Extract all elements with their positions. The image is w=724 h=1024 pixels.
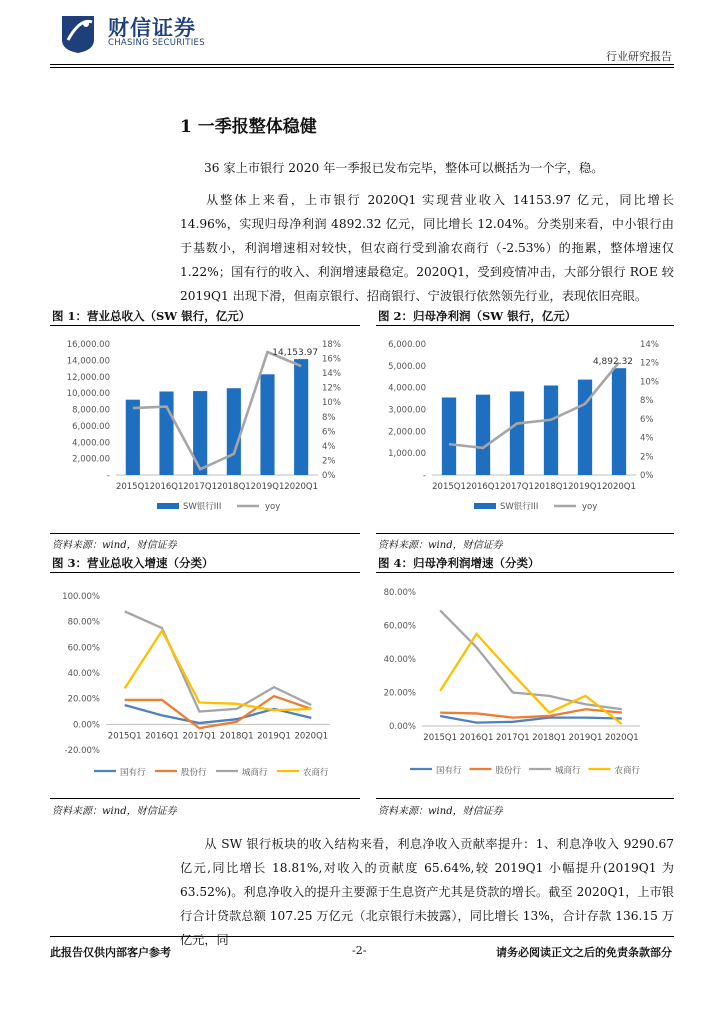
x-tick-label: 2015Q1 bbox=[107, 731, 142, 742]
x-tick-label: 2019Q1 bbox=[257, 731, 291, 742]
figure-1-source: 资料来源：wind，财信证券 bbox=[52, 540, 177, 551]
figure-1-title: 图 1：营业总收入（SW 银行，亿元） bbox=[52, 309, 251, 323]
chart-profit-growth bbox=[376, 576, 674, 788]
figure-3-title: 图 3：营业总收入增速（分类） bbox=[52, 556, 214, 570]
bar bbox=[227, 388, 241, 475]
y-tick-label: 5,000.00 bbox=[388, 361, 426, 372]
y-tick-label: 10,000.00 bbox=[66, 389, 110, 400]
x-tick-label: 2016Q1 bbox=[149, 482, 184, 492]
y-tick-label: - bbox=[422, 471, 426, 481]
y2-tick-label: 0% bbox=[640, 471, 654, 481]
paragraph-3-text: 从 SW 银行板块的收入结构来看，利息净收入贡献率提升：1、利息净收入 9290.67 亿元,同比增长 18.81%,对收入的贡献度 65.64%,较 2019Q1 小幅提升(2019Q1 为 63.52%)。利息净收入的提升主要源于生息资产尤其是贷款的增长。截至 2020Q1，上市银行合计贷款总额 107.25 万亿元（北京银行未披露），同比增长 13%，合计存款 136.15 万亿元，同 bbox=[180, 837, 674, 947]
y-tick-label: 100.00% bbox=[62, 592, 100, 602]
figure-3-top-rule bbox=[50, 572, 360, 573]
x-tick-label: 2020Q1 bbox=[284, 482, 319, 492]
yoy-line bbox=[449, 362, 619, 448]
chart-net-profit bbox=[376, 330, 674, 530]
chart-revenue bbox=[50, 330, 360, 530]
y2-tick-label: 4% bbox=[322, 441, 336, 452]
y-tick-label: 20.00% bbox=[383, 688, 416, 699]
y-tick-label: 80.00% bbox=[67, 617, 100, 628]
paragraph-2-text: 从整体上来看，上市银行 2020Q1 实现营业收入 14153.97 亿元，同比增长 14.96%，实现归母净利润 4892.32 亿元，同比增长 12.04%。分类别来看，中小银行由于基数小，利润增速相对较快，但农商行受到渝农商行（-2.53%）的拖累，整体增速仅 1.22%；国有行的收入、利润增速最稳定。2020Q1，受到疫情冲击，大部分银行 ROE 较 2019Q1 出现下滑，但南京银行、招商银行、宁波银行依然领先行业，表现依旧亮眼。 bbox=[180, 193, 674, 303]
y-tick-label: -20.00% bbox=[64, 746, 100, 756]
y-tick-label: 60.00% bbox=[383, 621, 416, 632]
y-tick-label: 0.00% bbox=[388, 722, 416, 732]
x-tick-label: 2020Q1 bbox=[294, 731, 329, 742]
x-tick-label: 2016Q1 bbox=[466, 482, 500, 492]
y-tick-label: 80.00% bbox=[383, 588, 416, 598]
legend-label: yoy bbox=[265, 502, 281, 512]
paragraph-2 bbox=[180, 188, 674, 308]
y-tick-label: 2,000.00 bbox=[72, 454, 110, 465]
y-tick-label: 1,000.00 bbox=[388, 449, 426, 460]
figure-2-source: 资料来源：wind，财信证券 bbox=[378, 540, 503, 551]
x-tick-label: 2018Q1 bbox=[532, 733, 567, 743]
figure-4-source: 资料来源：wind，财信证券 bbox=[378, 806, 503, 817]
y2-tick-label: 14% bbox=[322, 369, 341, 380]
legend-label: 股份行 bbox=[495, 766, 522, 776]
bar bbox=[159, 391, 173, 475]
footer-disclaimer-left: 此报告仅供内部客户参考 bbox=[50, 946, 171, 959]
figure-4-top-rule bbox=[376, 572, 674, 573]
x-tick-label: 2019Q1 bbox=[568, 482, 602, 492]
company-name-cn: 财信证券 bbox=[108, 16, 196, 40]
y2-tick-label: 0% bbox=[322, 471, 336, 481]
y-tick-label: 2,000.00 bbox=[388, 427, 426, 438]
legend-label: 农商行 bbox=[614, 766, 641, 776]
figure-4-title: 图 4：归母净利润增速（分类） bbox=[378, 556, 540, 570]
y2-tick-label: 12% bbox=[322, 383, 341, 394]
header-divider bbox=[50, 64, 674, 65]
legend-label: 农商行 bbox=[303, 768, 329, 778]
bar bbox=[294, 359, 308, 475]
bar bbox=[510, 391, 524, 475]
bar bbox=[442, 397, 456, 475]
y2-tick-label: 12% bbox=[640, 358, 659, 369]
figure-1-top-rule bbox=[50, 325, 360, 326]
x-tick-label: 2016Q1 bbox=[145, 731, 179, 742]
series-line bbox=[440, 709, 622, 717]
data-label: 4,892.32 bbox=[592, 357, 634, 368]
x-tick-label: 2020Q1 bbox=[602, 482, 636, 492]
y-tick-label: 40.00% bbox=[383, 655, 416, 665]
y-tick-label: 4,000.00 bbox=[388, 383, 426, 394]
y2-tick-label: 10% bbox=[640, 377, 659, 388]
legend-label: 城商行 bbox=[242, 768, 268, 778]
legend-label: 股份行 bbox=[181, 768, 207, 778]
data-label: 14,153.97 bbox=[272, 348, 319, 359]
y-tick-label: 6,000.00 bbox=[388, 340, 426, 350]
series-line bbox=[125, 611, 312, 711]
bar bbox=[126, 400, 140, 475]
x-tick-label: 2017Q1 bbox=[182, 731, 217, 742]
y-tick-label: 12,000.00 bbox=[66, 372, 110, 383]
y-tick-label: 6,000.00 bbox=[72, 421, 110, 432]
x-tick-label: 2019Q1 bbox=[250, 482, 285, 492]
y-tick-label: 60.00% bbox=[67, 643, 100, 654]
x-tick-label: 2020Q1 bbox=[604, 733, 639, 743]
y2-tick-label: 4% bbox=[640, 433, 654, 444]
x-tick-label: 2018Q1 bbox=[219, 731, 254, 742]
figure-2-title: 图 2：归母净利润（SW 银行，亿元） bbox=[378, 309, 577, 323]
y2-tick-label: 2% bbox=[640, 452, 654, 463]
paragraph-3 bbox=[180, 832, 674, 952]
report-type: 行业研究报告 bbox=[606, 50, 672, 63]
x-tick-label: 2018Q1 bbox=[534, 482, 568, 492]
bar bbox=[578, 380, 592, 475]
y-tick-label: - bbox=[106, 471, 110, 481]
bar bbox=[476, 395, 490, 475]
footer-divider bbox=[50, 936, 674, 937]
y2-tick-label: 16% bbox=[322, 354, 341, 365]
y-tick-label: 14,000.00 bbox=[66, 356, 110, 367]
figure-2-bottom-rule bbox=[376, 533, 674, 534]
y2-tick-label: 8% bbox=[640, 396, 654, 407]
x-tick-label: 2018Q1 bbox=[216, 482, 251, 492]
x-tick-label: 2017Q1 bbox=[500, 482, 534, 492]
legend-label: yoy bbox=[582, 502, 598, 512]
y2-tick-label: 10% bbox=[322, 398, 341, 409]
legend-label: 国有行 bbox=[120, 768, 146, 778]
x-tick-label: 2019Q1 bbox=[568, 733, 603, 743]
footer-disclaimer-right: 请务必阅读正文之后的免责条款部分 bbox=[496, 946, 672, 959]
y2-tick-label: 6% bbox=[322, 427, 336, 438]
y-tick-label: 16,000.00 bbox=[66, 340, 110, 350]
y2-tick-label: 6% bbox=[640, 414, 654, 425]
legend-label: 城商行 bbox=[555, 766, 581, 776]
legend-label: SW银行III bbox=[500, 502, 539, 512]
x-tick-label: 2017Q1 bbox=[183, 482, 218, 492]
y2-tick-label: 18% bbox=[322, 340, 341, 350]
figure-3-source: 资料来源：wind，财信证券 bbox=[52, 806, 177, 817]
paragraph-1-text: 36 家上市银行 2020 年一季报已发布完毕，整体可以概括为一个字，稳。 bbox=[204, 161, 604, 175]
company-name-en: CHASING SECURITIES bbox=[108, 38, 205, 48]
y-tick-label: 0.00% bbox=[72, 720, 100, 731]
bar bbox=[260, 374, 274, 475]
y2-tick-label: 2% bbox=[322, 456, 336, 467]
y2-tick-label: 14% bbox=[640, 340, 659, 350]
y-tick-label: 20.00% bbox=[67, 694, 100, 705]
figure-1-bottom-rule bbox=[50, 533, 360, 534]
legend-swatch-bar bbox=[474, 503, 496, 509]
series-line bbox=[125, 705, 312, 723]
y-tick-label: 4,000.00 bbox=[72, 438, 110, 449]
bar bbox=[544, 385, 558, 475]
x-tick-label: 2015Q1 bbox=[432, 482, 466, 492]
y-tick-label: 3,000.00 bbox=[388, 405, 426, 416]
y-tick-label: 40.00% bbox=[67, 669, 100, 679]
legend-label: 国有行 bbox=[436, 766, 462, 776]
legend-label: SW银行III bbox=[183, 502, 222, 512]
figure-4-bottom-rule bbox=[376, 798, 674, 799]
figure-3-bottom-rule bbox=[50, 798, 360, 799]
section-title: 1 一季报整体稳健 bbox=[180, 117, 317, 137]
x-tick-label: 2017Q1 bbox=[495, 733, 530, 743]
bar bbox=[612, 368, 626, 475]
header-divider-thin bbox=[50, 67, 674, 68]
figure-2-top-rule bbox=[376, 325, 674, 326]
y2-tick-label: 8% bbox=[322, 412, 336, 423]
page-number: -2- bbox=[352, 944, 367, 957]
paragraph-1 bbox=[180, 156, 674, 180]
x-tick-label: 2015Q1 bbox=[423, 733, 458, 743]
x-tick-label: 2015Q1 bbox=[115, 482, 150, 492]
chart-revenue-growth bbox=[50, 576, 360, 788]
company-logo-icon bbox=[58, 10, 98, 54]
yoy-line bbox=[133, 352, 301, 469]
legend-swatch-bar bbox=[157, 503, 179, 509]
y-tick-label: 8,000.00 bbox=[72, 405, 110, 416]
x-tick-label: 2016Q1 bbox=[459, 733, 494, 743]
